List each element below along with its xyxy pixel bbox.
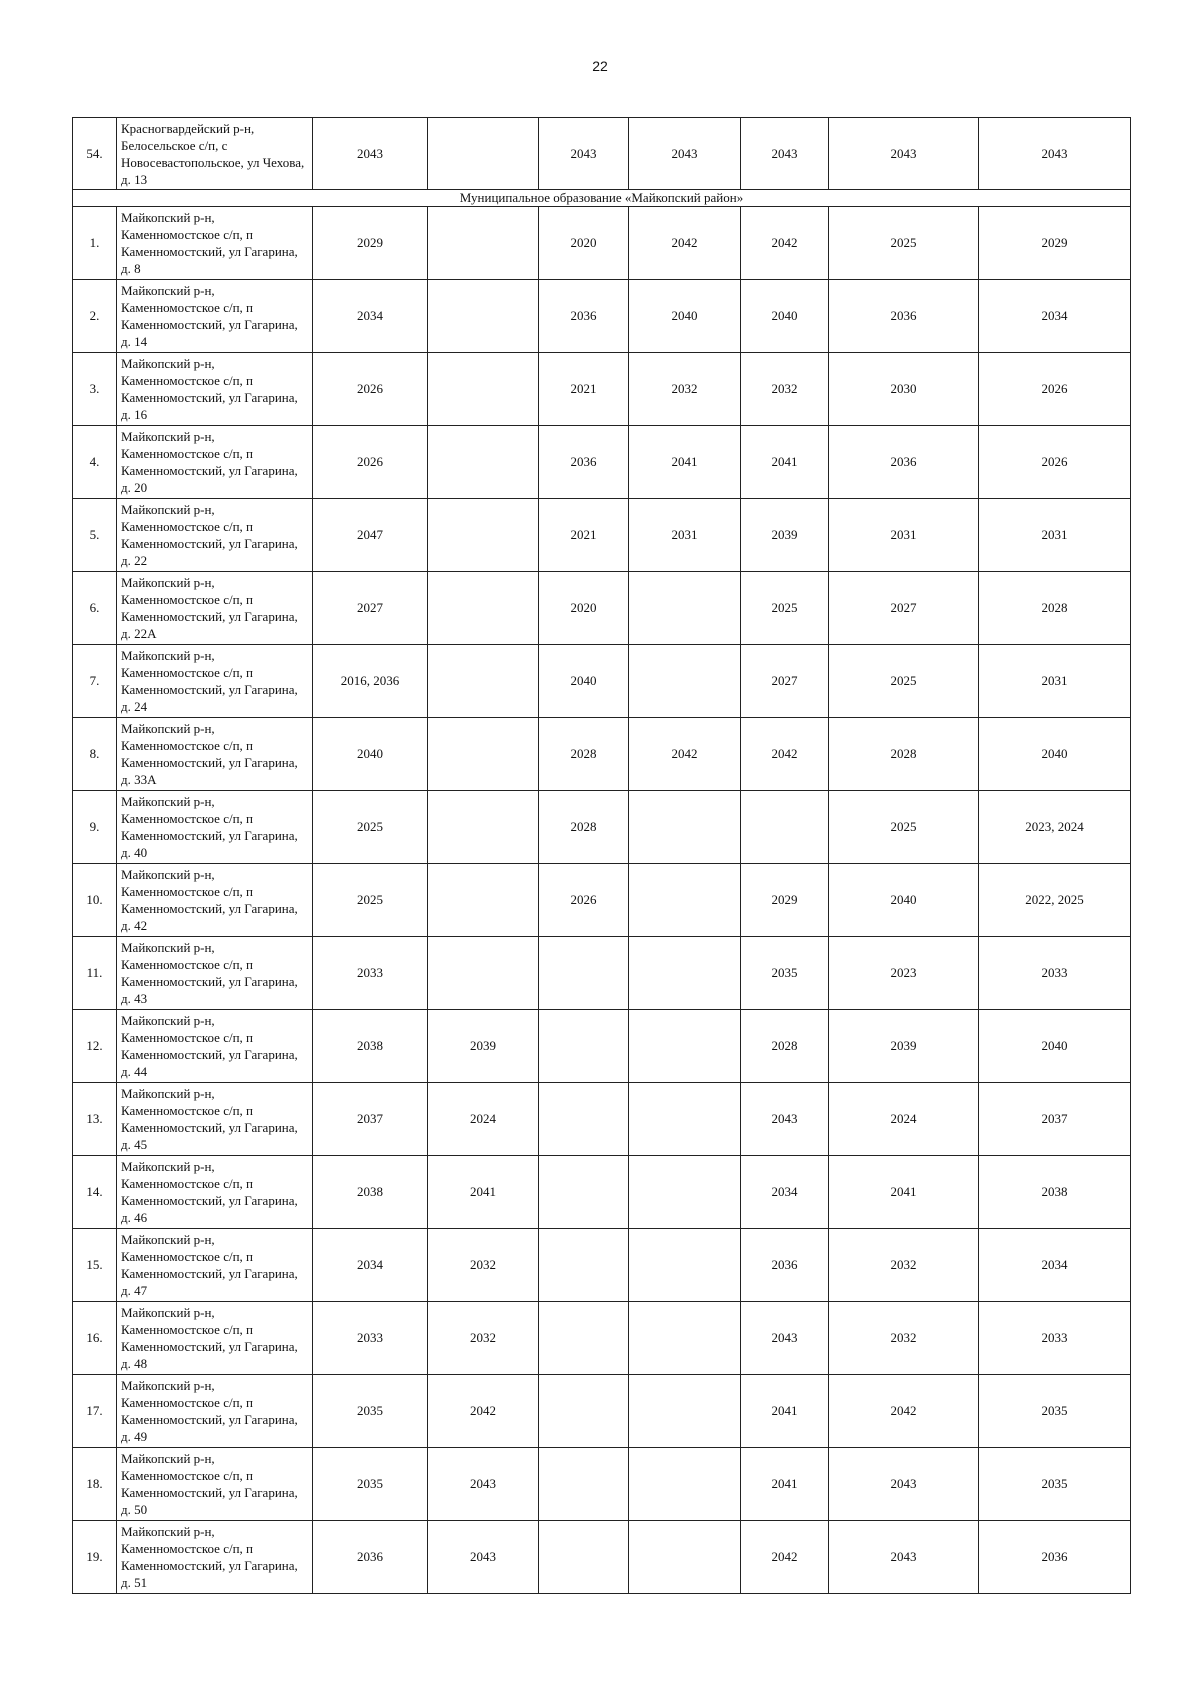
year-cell-c6: 2023 (829, 937, 979, 1010)
year-cell-c1: 2037 (313, 1083, 428, 1156)
year-cell-c5: 2042 (741, 207, 829, 280)
year-cell-c3: 2021 (539, 499, 629, 572)
year-cell-c2 (428, 864, 539, 937)
address-cell: Майкопский р-н, Каменномостское с/п, п Каменномостский, ул Гагарина, д. 20 (117, 426, 313, 499)
year-cell-c7: 2036 (979, 1521, 1131, 1594)
year-cell-c2: 2043 (428, 1448, 539, 1521)
year-cell-c4 (629, 1521, 741, 1594)
table-row (73, 1083, 1131, 1156)
year-cell-c6: 2042 (829, 1375, 979, 1448)
table-row (73, 1302, 1131, 1375)
year-cell-c7: 2035 (979, 1375, 1131, 1448)
address-cell: Майкопский р-н, Каменномостское с/п, п Каменномостский, ул Гагарина, д. 49 (117, 1375, 313, 1448)
year-cell-c4: 2042 (629, 718, 741, 791)
address-cell: Майкопский р-н, Каменномостское с/п, п Каменномостский, ул Гагарина, д. 48 (117, 1302, 313, 1375)
address-cell: Красногвардейский р-н, Белосельское с/п, с Новосевастопольское, ул Чехова, д. 13 (117, 118, 313, 190)
address-cell: Майкопский р-н, Каменномостское с/п, п Каменномостский, ул Гагарина, д. 14 (117, 280, 313, 353)
year-cell-c2 (428, 718, 539, 791)
year-cell-c4 (629, 1302, 741, 1375)
year-cell-c7: 2031 (979, 645, 1131, 718)
year-cell-c6: 2040 (829, 864, 979, 937)
year-cell-c7: 2028 (979, 572, 1131, 645)
year-cell-c1: 2016, 2036 (313, 645, 428, 718)
year-cell-c6: 2031 (829, 499, 979, 572)
year-cell-c1: 2035 (313, 1375, 428, 1448)
year-cell-c4: 2040 (629, 280, 741, 353)
year-cell-c1: 2043 (313, 118, 428, 190)
year-cell-c6: 2028 (829, 718, 979, 791)
year-cell-c5: 2043 (741, 118, 829, 190)
year-cell-c5: 2029 (741, 864, 829, 937)
year-cell-c3 (539, 1083, 629, 1156)
year-cell-c5: 2041 (741, 1375, 829, 1448)
year-cell-c6: 2036 (829, 280, 979, 353)
table-row (73, 1010, 1131, 1083)
year-cell-c5: 2035 (741, 937, 829, 1010)
year-cell-c5: 2032 (741, 353, 829, 426)
year-cell-c2 (428, 426, 539, 499)
year-cell-c3: 2036 (539, 426, 629, 499)
year-cell-c7: 2033 (979, 937, 1131, 1010)
year-cell-c1: 2033 (313, 937, 428, 1010)
year-cell-c4: 2032 (629, 353, 741, 426)
year-cell-c4 (629, 791, 741, 864)
year-cell-c1: 2038 (313, 1010, 428, 1083)
year-cell-c3 (539, 1521, 629, 1594)
year-cell-c7: 2022, 2025 (979, 864, 1131, 937)
table-row (73, 1375, 1131, 1448)
year-cell-c1: 2026 (313, 426, 428, 499)
row-number: 14. (73, 1156, 117, 1229)
year-cell-c7: 2043 (979, 118, 1131, 190)
year-cell-c5: 2027 (741, 645, 829, 718)
year-cell-c6: 2043 (829, 1448, 979, 1521)
year-cell-c2: 2039 (428, 1010, 539, 1083)
year-cell-c6: 2043 (829, 118, 979, 190)
row-number: 13. (73, 1083, 117, 1156)
year-cell-c4 (629, 645, 741, 718)
year-cell-c1: 2025 (313, 864, 428, 937)
address-cell: Майкопский р-н, Каменномостское с/п, п Каменномостский, ул Гагарина, д. 22А (117, 572, 313, 645)
year-cell-c7: 2038 (979, 1156, 1131, 1229)
table-row (73, 1448, 1131, 1521)
row-number: 17. (73, 1375, 117, 1448)
table-row (73, 1156, 1131, 1229)
year-cell-c2 (428, 280, 539, 353)
year-cell-c5: 2039 (741, 499, 829, 572)
address-cell: Майкопский р-н, Каменномостское с/п, п Каменномостский, ул Гагарина, д. 47 (117, 1229, 313, 1302)
year-cell-c6: 2032 (829, 1229, 979, 1302)
year-cell-c2: 2032 (428, 1229, 539, 1302)
row-number: 15. (73, 1229, 117, 1302)
year-cell-c1: 2034 (313, 280, 428, 353)
section-title: Муниципальное образование «Майкопский район» (73, 190, 1131, 207)
year-cell-c3 (539, 1375, 629, 1448)
table-row (73, 426, 1131, 499)
year-cell-c5: 2041 (741, 426, 829, 499)
year-cell-c7: 2029 (979, 207, 1131, 280)
schedule-table (72, 117, 1131, 1594)
year-cell-c6: 2025 (829, 791, 979, 864)
row-number: 3. (73, 353, 117, 426)
year-cell-c1: 2038 (313, 1156, 428, 1229)
year-cell-c5: 2034 (741, 1156, 829, 1229)
year-cell-c4 (629, 864, 741, 937)
year-cell-c2: 2032 (428, 1302, 539, 1375)
table-row (73, 864, 1131, 937)
year-cell-c4: 2031 (629, 499, 741, 572)
row-number: 16. (73, 1302, 117, 1375)
table-row (73, 645, 1131, 718)
address-cell: Майкопский р-н, Каменномостское с/п, п Каменномостский, ул Гагарина, д. 42 (117, 864, 313, 937)
year-cell-c2 (428, 572, 539, 645)
year-cell-c5: 2028 (741, 1010, 829, 1083)
address-cell: Майкопский р-н, Каменномостское с/п, п Каменномостский, ул Гагарина, д. 33А (117, 718, 313, 791)
year-cell-c3: 2026 (539, 864, 629, 937)
year-cell-c5 (741, 791, 829, 864)
year-cell-c1: 2026 (313, 353, 428, 426)
year-cell-c5: 2043 (741, 1302, 829, 1375)
year-cell-c6: 2024 (829, 1083, 979, 1156)
row-number: 10. (73, 864, 117, 937)
year-cell-c3: 2021 (539, 353, 629, 426)
year-cell-c7: 2034 (979, 280, 1131, 353)
year-cell-c6: 2036 (829, 426, 979, 499)
year-cell-c4: 2042 (629, 207, 741, 280)
year-cell-c3: 2028 (539, 791, 629, 864)
year-cell-c1: 2036 (313, 1521, 428, 1594)
year-cell-c4 (629, 1229, 741, 1302)
table-row (73, 937, 1131, 1010)
row-number: 1. (73, 207, 117, 280)
year-cell-c6: 2043 (829, 1521, 979, 1594)
year-cell-c1: 2029 (313, 207, 428, 280)
year-cell-c5: 2040 (741, 280, 829, 353)
year-cell-c4: 2041 (629, 426, 741, 499)
year-cell-c5: 2025 (741, 572, 829, 645)
year-cell-c4 (629, 1448, 741, 1521)
address-cell: Майкопский р-н, Каменномостское с/п, п Каменномостский, ул Гагарина, д. 16 (117, 353, 313, 426)
address-cell: Майкопский р-н, Каменномостское с/п, п Каменномостский, ул Гагарина, д. 50 (117, 1448, 313, 1521)
row-number: 4. (73, 426, 117, 499)
address-cell: Майкопский р-н, Каменномостское с/п, п Каменномостский, ул Гагарина, д. 22 (117, 499, 313, 572)
table-row (73, 572, 1131, 645)
year-cell-c3: 2020 (539, 572, 629, 645)
year-cell-c1: 2040 (313, 718, 428, 791)
year-cell-c5: 2042 (741, 718, 829, 791)
year-cell-c3: 2028 (539, 718, 629, 791)
year-cell-c2 (428, 353, 539, 426)
year-cell-c4: 2043 (629, 118, 741, 190)
address-cell: Майкопский р-н, Каменномостское с/п, п Каменномостский, ул Гагарина, д. 51 (117, 1521, 313, 1594)
year-cell-c4 (629, 937, 741, 1010)
year-cell-c3: 2020 (539, 207, 629, 280)
year-cell-c7: 2031 (979, 499, 1131, 572)
page-number: 22 (592, 58, 608, 74)
year-cell-c6: 2030 (829, 353, 979, 426)
table-row (73, 353, 1131, 426)
address-cell: Майкопский р-н, Каменномостское с/п, п Каменномостский, ул Гагарина, д. 45 (117, 1083, 313, 1156)
row-number: 7. (73, 645, 117, 718)
year-cell-c7: 2026 (979, 353, 1131, 426)
year-cell-c1: 2034 (313, 1229, 428, 1302)
year-cell-c2 (428, 645, 539, 718)
year-cell-c2: 2043 (428, 1521, 539, 1594)
year-cell-c1: 2025 (313, 791, 428, 864)
year-cell-c2: 2042 (428, 1375, 539, 1448)
year-cell-c1: 2035 (313, 1448, 428, 1521)
year-cell-c4 (629, 572, 741, 645)
year-cell-c7: 2026 (979, 426, 1131, 499)
row-number: 54. (73, 118, 117, 190)
table-row (73, 1229, 1131, 1302)
address-cell: Майкопский р-н, Каменномостское с/п, п Каменномостский, ул Гагарина, д. 46 (117, 1156, 313, 1229)
year-cell-c6: 2041 (829, 1156, 979, 1229)
year-cell-c4 (629, 1010, 741, 1083)
year-cell-c6: 2025 (829, 207, 979, 280)
year-cell-c6: 2039 (829, 1010, 979, 1083)
year-cell-c3 (539, 1229, 629, 1302)
address-cell: Майкопский р-н, Каменномостское с/п, п Каменномостский, ул Гагарина, д. 8 (117, 207, 313, 280)
year-cell-c5: 2036 (741, 1229, 829, 1302)
address-cell: Майкопский р-н, Каменномостское с/п, п Каменномостский, ул Гагарина, д. 40 (117, 791, 313, 864)
row-number: 6. (73, 572, 117, 645)
year-cell-c7: 2040 (979, 1010, 1131, 1083)
year-cell-c7: 2034 (979, 1229, 1131, 1302)
year-cell-c2 (428, 499, 539, 572)
year-cell-c1: 2047 (313, 499, 428, 572)
year-cell-c3 (539, 1010, 629, 1083)
year-cell-c5: 2041 (741, 1448, 829, 1521)
table-row (73, 1521, 1131, 1594)
year-cell-c6: 2032 (829, 1302, 979, 1375)
year-cell-c4 (629, 1156, 741, 1229)
year-cell-c2: 2024 (428, 1083, 539, 1156)
year-cell-c3 (539, 1448, 629, 1521)
table-row (73, 118, 1131, 190)
year-cell-c6: 2025 (829, 645, 979, 718)
row-number: 11. (73, 937, 117, 1010)
row-number: 18. (73, 1448, 117, 1521)
year-cell-c3 (539, 1156, 629, 1229)
row-number: 9. (73, 791, 117, 864)
year-cell-c1: 2027 (313, 572, 428, 645)
table-row (73, 718, 1131, 791)
year-cell-c3: 2036 (539, 280, 629, 353)
year-cell-c2 (428, 207, 539, 280)
year-cell-c2: 2041 (428, 1156, 539, 1229)
table-row (73, 499, 1131, 572)
year-cell-c2 (428, 937, 539, 1010)
year-cell-c4 (629, 1375, 741, 1448)
table-body-top (73, 118, 1131, 190)
row-number: 8. (73, 718, 117, 791)
year-cell-c7: 2033 (979, 1302, 1131, 1375)
section-header (73, 190, 1131, 207)
row-number: 5. (73, 499, 117, 572)
year-cell-c7: 2023, 2024 (979, 791, 1131, 864)
year-cell-c5: 2042 (741, 1521, 829, 1594)
row-number: 19. (73, 1521, 117, 1594)
year-cell-c7: 2040 (979, 718, 1131, 791)
year-cell-c3: 2040 (539, 645, 629, 718)
year-cell-c7: 2037 (979, 1083, 1131, 1156)
year-cell-c2 (428, 118, 539, 190)
table-row (73, 280, 1131, 353)
year-cell-c7: 2035 (979, 1448, 1131, 1521)
year-cell-c3 (539, 937, 629, 1010)
year-cell-c4 (629, 1083, 741, 1156)
year-cell-c1: 2033 (313, 1302, 428, 1375)
table-row (73, 207, 1131, 280)
year-cell-c6: 2027 (829, 572, 979, 645)
year-cell-c3 (539, 1302, 629, 1375)
address-cell: Майкопский р-н, Каменномостское с/п, п Каменномостский, ул Гагарина, д. 44 (117, 1010, 313, 1083)
row-number: 12. (73, 1010, 117, 1083)
year-cell-c5: 2043 (741, 1083, 829, 1156)
table-body-main (73, 207, 1131, 1594)
address-cell: Майкопский р-н, Каменномостское с/п, п Каменномостский, ул Гагарина, д. 43 (117, 937, 313, 1010)
year-cell-c2 (428, 791, 539, 864)
table-row (73, 791, 1131, 864)
address-cell: Майкопский р-н, Каменномостское с/п, п Каменномостский, ул Гагарина, д. 24 (117, 645, 313, 718)
row-number: 2. (73, 280, 117, 353)
year-cell-c3: 2043 (539, 118, 629, 190)
